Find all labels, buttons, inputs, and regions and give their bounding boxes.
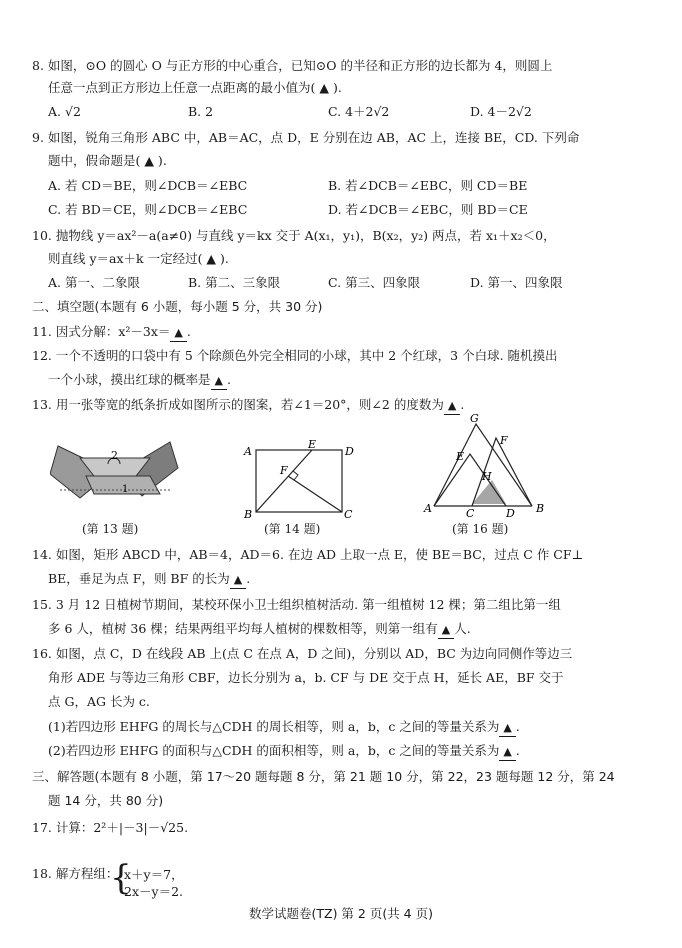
q9-line1: 9. 如图，锐角三角形 ABC 中，AB＝AC，点 D，E 分别在边 AB，AC 上，连接 BE，CD. 下列命 [32,130,580,145]
figure-14-rectangle [240,440,360,522]
q9-option-d: D. 若∠DCB＝∠EBC，则 BD＝CE [328,202,528,217]
svg-text:A: A [424,502,432,515]
q18-label: 18. 解方程组： [32,866,119,881]
q16-sub2-answer-blank: ▲ [499,743,515,761]
figure-13-angle-1-label: 1 [122,484,129,495]
q13-answer-blank: ▲ [444,397,460,415]
q10-option-a: A. 第一、二象限 [48,275,140,290]
q16-line2: 角形 ADE 与等边三角形 CBF，边长分别为 a，b. CF 与 DE 交于点 H，延长 AE，BF 交于 [48,670,564,685]
q18-equation-1: x＋y＝7， [124,867,184,882]
svg-text:C: C [344,508,353,521]
q18-equation-2: 2x－y＝2. [124,884,183,899]
q9-line2: 题中，假命题是( ▲ ). [48,153,167,168]
q10-line1: 10. 抛物线 y＝ax²－a(a≠0) 与直线 y＝kx 交于 A(x₁，y₁)，B(x₂，y₂) 两点，若 x₁＋x₂＜0， [32,228,556,243]
q14-answer-blank: ▲ [230,571,246,589]
q12-line1: 12. 一个不透明的口袋中有 5 个除颜色外完全相同的小球，其中 2 个红球，3 个白球. 随机摸出 [32,348,558,363]
svg-text:F: F [280,464,288,477]
figure-13-folded-strip [50,428,180,508]
q8-option-d: D. 4－2√2 [470,104,532,119]
q10-option-b: B. 第二、三象限 [188,275,281,290]
q16-line3: 点 G，AG 长为 c. [48,694,150,709]
svg-text:B: B [244,508,253,521]
q17: 17. 计算：2²＋|－3|－√25. [32,820,189,835]
svg-text:E: E [456,450,465,463]
q14-line2: BE，垂足为点 F，则 BF 的长为 ▲ . [48,571,250,589]
q16-sub2: (2)若四边形 EHFG 的面积与△CDH 的面积相等，则 a，b，c 之间的等量关系为 ▲ . [48,743,520,761]
svg-text:F: F [500,434,508,447]
q9-option-c: C. 若 BD＝CE，则∠DCB＝∠EBC [48,202,248,217]
q15-answer-blank: ▲ [438,621,454,639]
svg-text:B: B [536,502,545,515]
q12-line2: 一个小球，摸出红球的概率是 ▲ . [48,372,231,390]
svg-text:E: E [308,440,317,451]
q16-sub1: (1)若四边形 EHFG 的周长与△CDH 的周长相等，则 a，b，c 之间的等量关系为 ▲ . [48,719,520,737]
figure-16-caption: (第 16 题) [452,522,509,536]
q9-option-b: B. 若∠DCB＝∠EBC，则 CD＝BE [328,178,528,193]
svg-text:D: D [345,445,354,458]
svg-text:C: C [466,507,475,518]
q10-option-c: C. 第三、四象限 [328,275,421,290]
q9-option-a: A. 若 CD＝BE，则∠DCB＝∠EBC [48,178,248,193]
q14-line1: 14. 如图，矩形 ABCD 中，AB＝4，AD＝6. 在边 AD 上取一点 E，使 BE＝BC，过点 C 作 CF⊥ [32,547,584,562]
q11-text: 11. 因式分解：x²－3x＝ [32,324,171,339]
q18-brace: { [110,858,132,898]
section2-heading: 二、填空题(本题有 6 小题，每小题 5 分，共 30 分) [32,299,323,314]
q11-answer-blank: ▲ [170,324,186,342]
q8-option-b: B. 2 [188,104,214,119]
q11: 11. 因式分解：x²－3x＝ ▲ . [32,324,191,342]
q10-line2: 则直线 y＝ax＋k 一定经过( ▲ ). [48,251,229,266]
q15-line2: 多 6 人，植树 36 棵；结果两组平均每人植树的棵数相等，则第一组有 ▲ 人. [48,621,471,639]
section3-heading-line2: 题 14 分，共 80 分) [48,793,164,808]
page-footer: 数学试题卷(TZ) 第 2 页(共 4 页) [249,906,433,921]
q18-equation-system [124,866,184,900]
figure-13-caption: (第 13 题) [82,522,139,536]
figure-14-caption: (第 14 题) [264,522,321,536]
q8-line1: 8. 如图，⊙O 的圆心 O 与正方形的中心重合，已知⊙O 的半径和正方形的边长都为 4，则圆上 [32,58,553,73]
q8-line2: 任意一点到正方形边上任意一点距离的最小值为( ▲ ). [48,80,342,95]
q10-option-d: D. 第一、四象限 [470,275,563,290]
q12-answer-blank: ▲ [211,372,227,390]
q15-line1: 15. 3 月 12 日植树节期间，某校环保小卫士组织植树活动. 第一组植树 12 棵；第二组比第一组 [32,597,561,612]
q8-option-a: A. √2 [48,104,81,119]
q8-option-c: C. 4＋2√2 [328,104,390,119]
figure-13-angle-2-label: 2 [111,449,118,462]
section3-heading-line1: 三、解答题(本题有 8 小题，第 17～20 题每题 8 分，第 21 题 10 分，第 22，23 题每题 12 分，第 24 [32,769,615,784]
q13: 13. 用一张等宽的纸条折成如图所示的图案，若∠1＝20°，则∠2 的度数为 ▲ . [32,397,464,415]
figure-16-equilateral-triangles [420,414,550,518]
q16-line1: 16. 如图，点 C，D 在线段 AB 上(点 C 在点 A，D 之间)，分别以 AD，BC 为边向同侧作等边三 [32,646,573,661]
svg-text:A: A [244,445,252,458]
svg-text:H: H [482,470,492,483]
q16-sub1-answer-blank: ▲ [499,719,515,737]
svg-text:G: G [470,414,479,425]
svg-text:D: D [506,507,515,518]
